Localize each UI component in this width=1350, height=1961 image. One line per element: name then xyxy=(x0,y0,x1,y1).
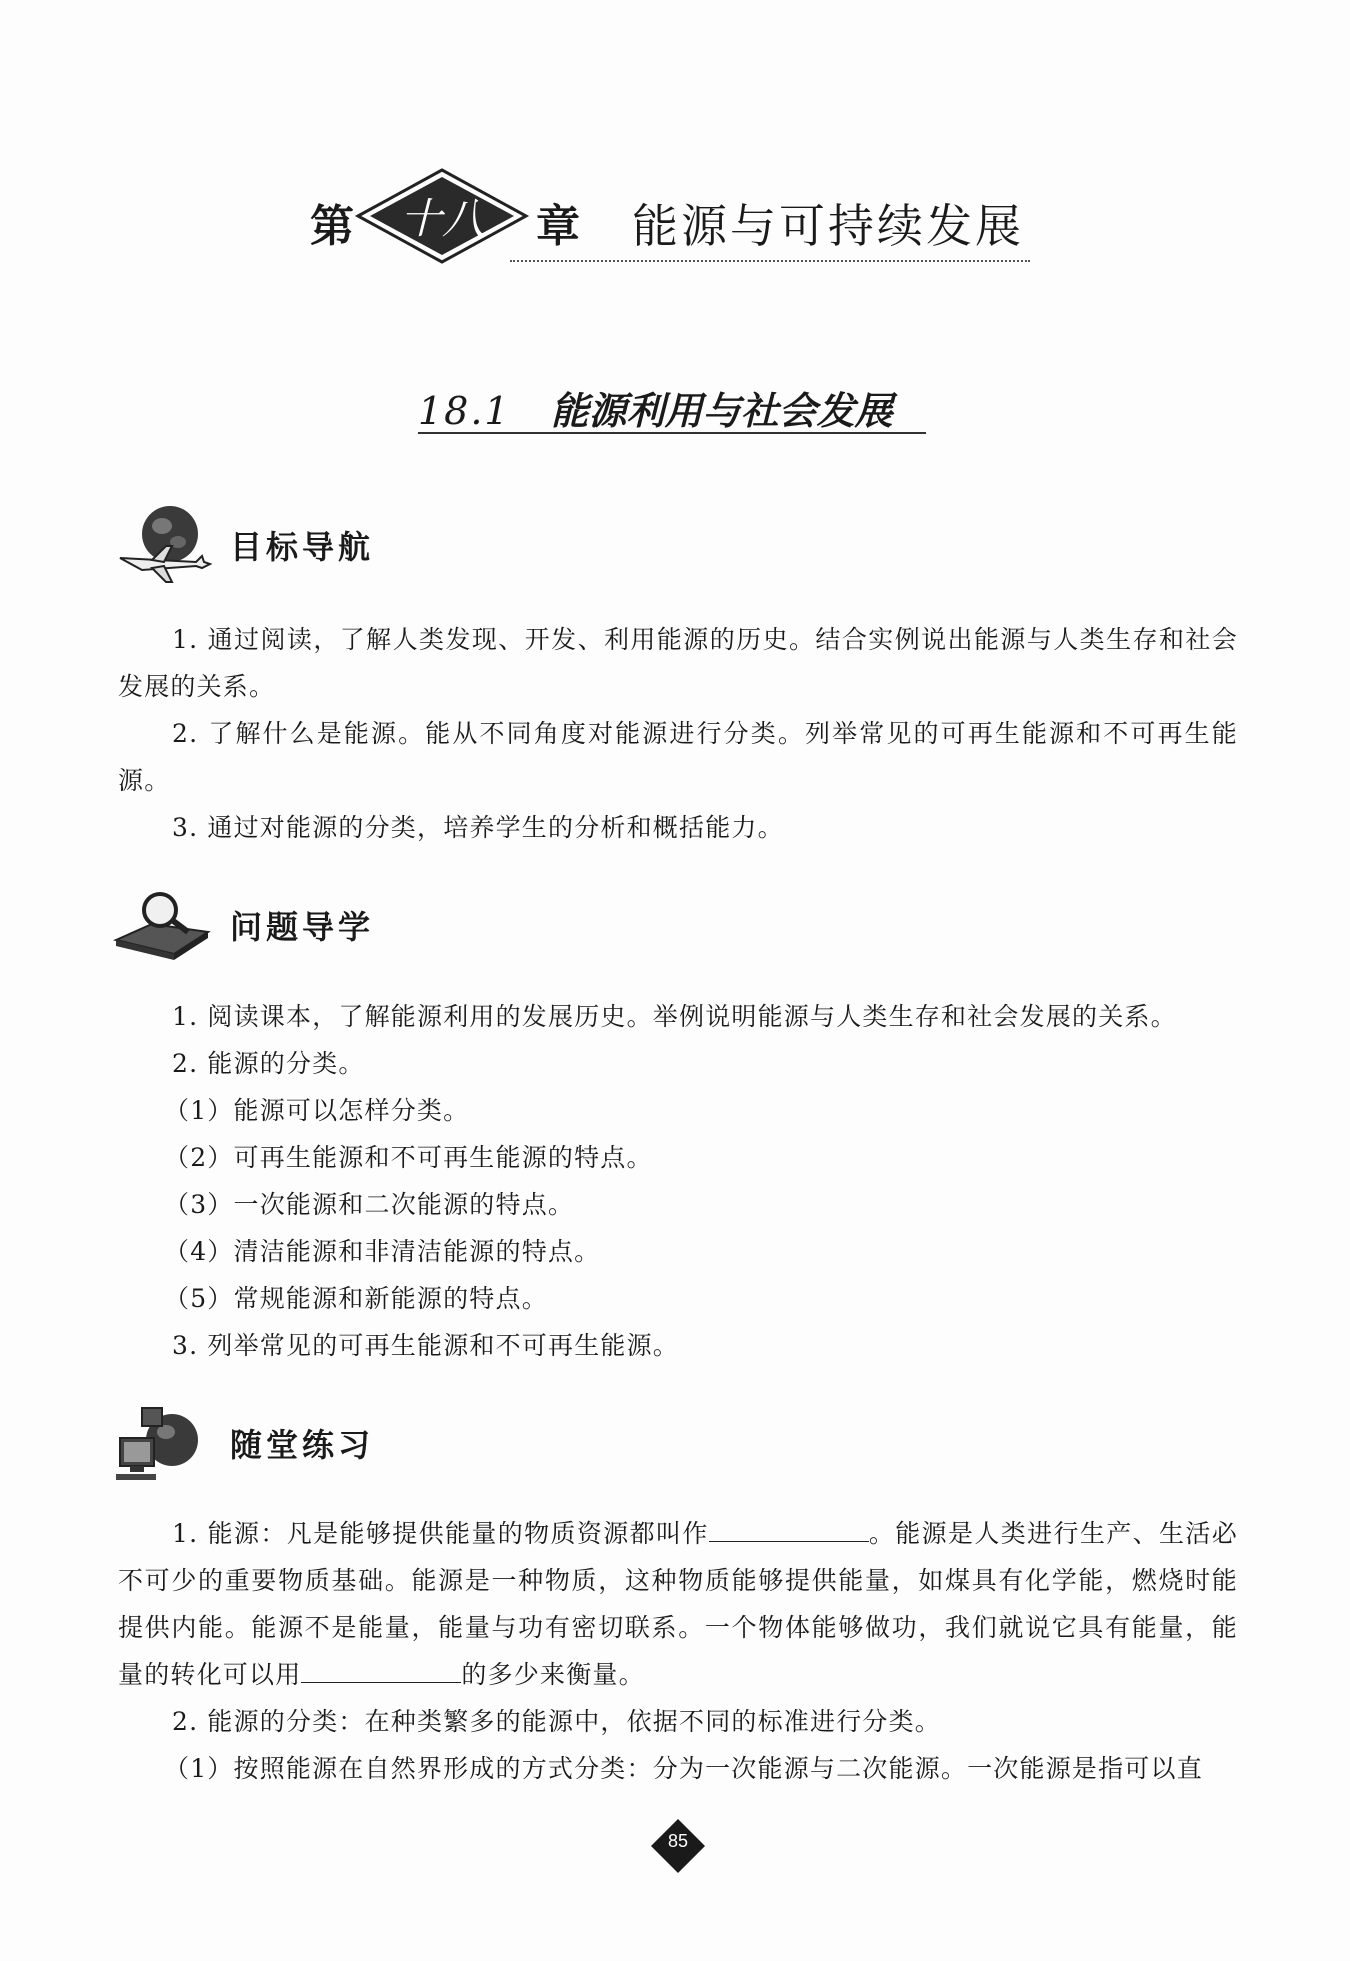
question-item-5: （3）一次能源和二次能源的特点。 xyxy=(164,1190,575,1219)
question-item-6: （4）清洁能源和非清洁能源的特点。 xyxy=(164,1237,601,1266)
page-number: 85 xyxy=(667,1831,689,1851)
question-item-3: （1）能源可以怎样分类。 xyxy=(164,1096,470,1125)
section-number: 18.1 xyxy=(418,389,511,433)
module-goals-label: 目标导航 xyxy=(230,528,375,566)
question-item-4: （2）可再生能源和不可再生能源的特点。 xyxy=(164,1143,653,1172)
practice-item-1-b: 。能源是人类进行生产、生活必不可少的重要物质基础。能源是一种物质，这种物质能够提供能量，如煤具有化学能，燃烧时能提供内能。能源不是能量，能量与功有密切联系。一个物体能够做功，我们就说它具有能量，能量的转化可以用 xyxy=(118,1519,1238,1689)
answer-blank-1[interactable] xyxy=(709,1519,869,1542)
question-item-8: 3. 列举常见的可再生能源和不可再生能源。 xyxy=(172,1331,680,1360)
module-questions-label: 问题导学 xyxy=(230,908,375,946)
practice-item-2: 2. 能源的分类：在种类繁多的能源中，依据不同的标准进行分类。 xyxy=(172,1707,942,1736)
section-title xyxy=(418,380,926,434)
section-name: 能源利用与社会发展 xyxy=(550,388,893,433)
airplane-globe-icon xyxy=(112,500,212,590)
question-item-2: 2. 能源的分类。 xyxy=(172,1049,365,1078)
module-practice-label: 随堂练习 xyxy=(230,1426,375,1464)
chapter-prefix: 第 xyxy=(310,201,354,252)
practice-item-3: （1）按照能源在自然界形成的方式分类：分为一次能源与二次能源。一次能源是指可以直 xyxy=(164,1754,1203,1783)
question-item-1: 1. 阅读课本，了解能源利用的发展历史。举例说明能源与人类生存和社会发展的关系。 xyxy=(172,1002,1177,1031)
module-goals-header xyxy=(112,500,512,590)
goal-item-2: 2. 了解什么是能源。能从不同角度对能源进行分类。列举常见的可再生能源和不可再生能源。 xyxy=(118,719,1238,795)
goal-item-1: 1. 通过阅读，了解人类发现、开发、利用能源的历史。结合实例说出能源与人类生存和社会发展的关系。 xyxy=(118,625,1238,701)
chapter-underline xyxy=(510,260,1030,262)
chapter-number: 十八 xyxy=(399,194,484,243)
chapter-header xyxy=(310,168,1030,268)
computer-globe-icon xyxy=(112,1398,212,1488)
answer-blank-2[interactable] xyxy=(301,1660,461,1683)
chapter-title: 能源与可持续发展 xyxy=(632,199,1024,253)
practice-item-1-c: 的多少来衡量。 xyxy=(461,1660,645,1689)
question-item-7: （5）常规能源和新能源的特点。 xyxy=(164,1284,548,1313)
chapter-suffix: 章 xyxy=(536,201,580,252)
page-number-badge xyxy=(650,1818,706,1874)
magnifier-keyboard-icon xyxy=(112,880,212,970)
practice-item-1-a: 1. 能源：凡是能够提供能量的物质资源都叫作 xyxy=(172,1519,709,1548)
practice-item-1 xyxy=(118,1510,1238,1698)
module-questions-header xyxy=(112,880,512,970)
module-practice-header xyxy=(112,1398,512,1488)
goal-item-3: 3. 通过对能源的分类，培养学生的分析和概括能力。 xyxy=(172,813,784,842)
